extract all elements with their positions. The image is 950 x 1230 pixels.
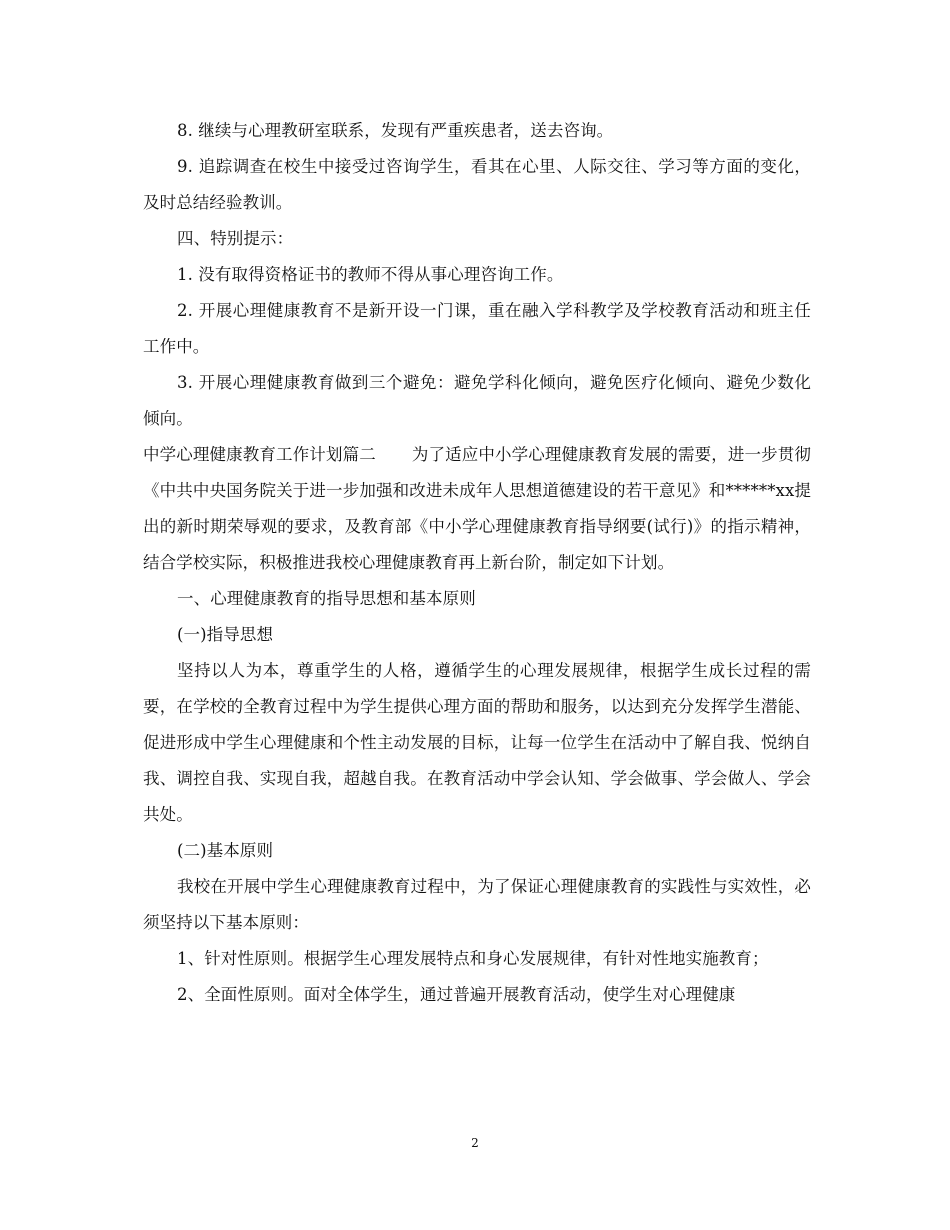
section-heading-special-notes: 四、特别提示： bbox=[177, 229, 294, 248]
paragraph-item-9: 9. 追踪调查在校生中接受过咨询学生，看其在心里、人际交往、学习等方面的变化，及时总结经验教训。 bbox=[143, 157, 811, 212]
paragraph-basic-principles-intro: 我校在开展中学生心理健康教育过程中，为了保证心理健康教育的实践性与实效性，必须坚持以下基本原则： bbox=[143, 877, 811, 932]
section-two-intro bbox=[143, 437, 811, 581]
subheading-guiding-thought: (一)指导思想 bbox=[177, 625, 274, 644]
document-body bbox=[143, 113, 811, 1013]
paragraph-targeted-principle: 1、针对性原则。根据学生心理发展特点和身心发展规律，有针对性地实施教育； bbox=[177, 949, 769, 968]
heading-guiding-thought-and-principles: 一、心理健康教育的指导思想和基本原则 bbox=[177, 589, 476, 608]
paragraph-item-8: 8. 继续与心理教研室联系，发现有严重疾患者，送去咨询。 bbox=[177, 121, 614, 140]
subheading-basic-principles: (二)基本原则 bbox=[177, 841, 274, 860]
paragraph-guiding-thought: 坚持以人为本，尊重学生的人格，遵循学生的心理发展规律，根据学生成长过程的需要，在学校的全教育过程中为学生提供心理方面的帮助和服务，以达到充分发挥学生潜能、促进形成中学生心理健康和个性主动发展的目标，让每一位学生在活动中了解自我、悦纳自我、调控自我、实现自我，超越自我。在教育活动中学会认知、学会做事、学会做人、学会共处。 bbox=[143, 661, 811, 824]
section-two-intro-text: 为了适应中小学心理健康教育发展的需要，进一步贯彻《中共中央国务院关于进一步加强和改进未成年人思想道德建设的若干意见》和******xx提出的新时期荣辱观的要求，及教育部《中小学心理健康教育指导纲要(试行)》的指示精神，结合学校实际，积极推进我校心理健康教育再上新台阶，制定如下计划。 bbox=[143, 445, 811, 572]
paragraph-note-3: 3. 开展心理健康教育做到三个避免：避免学科化倾向，避免医疗化倾向、避免少数化倾向。 bbox=[143, 373, 811, 428]
paragraph-note-2: 2. 开展心理健康教育不是新开设一门课，重在融入学科教学及学校教育活动和班主任工作中。 bbox=[143, 301, 811, 356]
section-two-title: 中学心理健康教育工作计划篇二 bbox=[143, 445, 376, 464]
paragraph-note-1: 1. 没有取得资格证书的教师不得从事心理咨询工作。 bbox=[177, 265, 564, 284]
paragraph-comprehensive-principle: 2、全面性原则。面对全体学生，通过普遍开展教育活动，使学生对心理健康 bbox=[177, 985, 736, 1004]
page-number: 2 bbox=[471, 1136, 479, 1150]
